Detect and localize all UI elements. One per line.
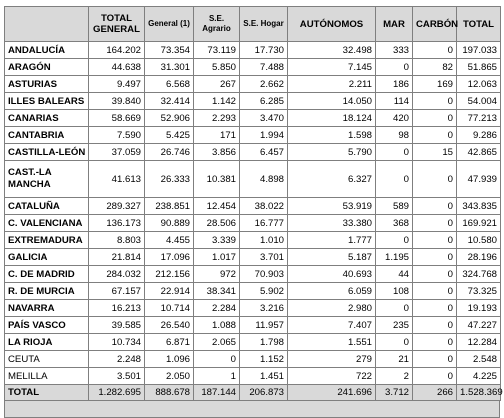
value-cell: 3.501 — [89, 368, 145, 385]
table-row — [5, 59, 501, 76]
value-cell: 1.142 — [194, 93, 240, 110]
value-cell: 333 — [376, 42, 413, 59]
value-cell: 0 — [413, 368, 457, 385]
value-cell: 58.669 — [89, 110, 145, 127]
table-row — [5, 283, 501, 300]
total-cell: 206.873 — [240, 385, 288, 401]
header-se-hogar: S.E. Hogar — [240, 7, 288, 42]
value-cell: 6.059 — [288, 283, 376, 300]
header-carbon: CARBÓN — [413, 7, 457, 42]
table-body — [5, 42, 501, 385]
value-cell: 21 — [376, 351, 413, 368]
value-cell: 40.693 — [288, 266, 376, 283]
value-cell: 5.790 — [288, 144, 376, 161]
value-cell: 67.157 — [89, 283, 145, 300]
region-name: NAVARRA — [5, 300, 89, 317]
value-cell: 12.063 — [457, 76, 501, 93]
value-cell: 12.454 — [194, 198, 240, 215]
value-cell: 38.022 — [240, 198, 288, 215]
value-cell: 1.598 — [288, 127, 376, 144]
table-row — [5, 317, 501, 334]
value-cell: 169.921 — [457, 215, 501, 232]
table-footer-band — [4, 401, 500, 418]
value-cell: 6.871 — [145, 334, 194, 351]
value-cell: 2 — [376, 368, 413, 385]
value-cell: 0 — [413, 198, 457, 215]
value-cell: 33.380 — [288, 215, 376, 232]
table-row — [5, 266, 501, 283]
value-cell: 8.803 — [89, 232, 145, 249]
value-cell: 5.187 — [288, 249, 376, 266]
total-cell: 187.144 — [194, 385, 240, 401]
value-cell: 1.088 — [194, 317, 240, 334]
total-cell: 1.528.369 — [457, 385, 501, 401]
value-cell: 5.902 — [240, 283, 288, 300]
value-cell: 722 — [288, 368, 376, 385]
value-cell: 0 — [413, 161, 457, 198]
value-cell: 16.777 — [240, 215, 288, 232]
value-cell: 169 — [413, 76, 457, 93]
value-cell: 39.840 — [89, 93, 145, 110]
value-cell: 279 — [288, 351, 376, 368]
header-mar: MAR — [376, 7, 413, 42]
value-cell: 0 — [413, 215, 457, 232]
header-general: General (1) — [145, 7, 194, 42]
value-cell: 5.850 — [194, 59, 240, 76]
table-row — [5, 249, 501, 266]
region-name: CEUTA — [5, 351, 89, 368]
value-cell: 7.407 — [288, 317, 376, 334]
value-cell: 136.173 — [89, 215, 145, 232]
value-cell: 47.939 — [457, 161, 501, 198]
regional-affiliation-table — [4, 6, 501, 401]
value-cell: 0 — [413, 300, 457, 317]
region-name: CATALUÑA — [5, 198, 89, 215]
value-cell: 37.059 — [89, 144, 145, 161]
value-cell: 6.568 — [145, 76, 194, 93]
value-cell: 238.851 — [145, 198, 194, 215]
value-cell: 73.119 — [194, 42, 240, 59]
value-cell: 26.333 — [145, 161, 194, 198]
value-cell: 10.580 — [457, 232, 501, 249]
value-cell: 0 — [413, 283, 457, 300]
table-row — [5, 144, 501, 161]
region-name: ILLES BALEARS — [5, 93, 89, 110]
value-cell: 2.662 — [240, 76, 288, 93]
region-name: CAST.-LA MANCHA — [5, 161, 89, 198]
total-cell: 241.696 — [288, 385, 376, 401]
value-cell: 7.145 — [288, 59, 376, 76]
value-cell: 0 — [194, 351, 240, 368]
value-cell: 108 — [376, 283, 413, 300]
value-cell: 52.906 — [145, 110, 194, 127]
value-cell: 197.033 — [457, 42, 501, 59]
value-cell: 2.548 — [457, 351, 501, 368]
value-cell: 77.213 — [457, 110, 501, 127]
value-cell: 11.957 — [240, 317, 288, 334]
value-cell: 10.734 — [89, 334, 145, 351]
header-region — [5, 7, 89, 42]
value-cell: 15 — [413, 144, 457, 161]
value-cell: 9.286 — [457, 127, 501, 144]
value-cell: 28.196 — [457, 249, 501, 266]
value-cell: 1 — [194, 368, 240, 385]
table-row — [5, 334, 501, 351]
value-cell: 3.470 — [240, 110, 288, 127]
value-cell: 28.506 — [194, 215, 240, 232]
value-cell: 0 — [413, 93, 457, 110]
value-cell: 267 — [194, 76, 240, 93]
table-row — [5, 368, 501, 385]
total-cell: 1.282.695 — [89, 385, 145, 401]
table-row — [5, 215, 501, 232]
value-cell: 47.227 — [457, 317, 501, 334]
total-cell: 3.712 — [376, 385, 413, 401]
value-cell: 18.124 — [288, 110, 376, 127]
value-cell: 0 — [413, 266, 457, 283]
value-cell: 0 — [413, 351, 457, 368]
value-cell: 2.050 — [145, 368, 194, 385]
value-cell: 164.202 — [89, 42, 145, 59]
value-cell: 0 — [376, 300, 413, 317]
value-cell: 5.425 — [145, 127, 194, 144]
value-cell: 54.004 — [457, 93, 501, 110]
value-cell: 114 — [376, 93, 413, 110]
value-cell: 284.032 — [89, 266, 145, 283]
table-row — [5, 351, 501, 368]
value-cell: 0 — [376, 232, 413, 249]
value-cell: 0 — [413, 127, 457, 144]
value-cell: 90.889 — [145, 215, 194, 232]
value-cell: 10.381 — [194, 161, 240, 198]
region-name: R. DE MURCIA — [5, 283, 89, 300]
value-cell: 171 — [194, 127, 240, 144]
value-cell: 2.980 — [288, 300, 376, 317]
value-cell: 2.284 — [194, 300, 240, 317]
value-cell: 53.919 — [288, 198, 376, 215]
value-cell: 1.017 — [194, 249, 240, 266]
value-cell: 4.455 — [145, 232, 194, 249]
value-cell: 70.903 — [240, 266, 288, 283]
value-cell: 44 — [376, 266, 413, 283]
value-cell: 289.327 — [89, 198, 145, 215]
table-row — [5, 76, 501, 93]
table-row — [5, 110, 501, 127]
value-cell: 2.211 — [288, 76, 376, 93]
total-cell: 266 — [413, 385, 457, 401]
value-cell: 51.865 — [457, 59, 501, 76]
value-cell: 39.585 — [89, 317, 145, 334]
value-cell: 4.225 — [457, 368, 501, 385]
value-cell: 19.193 — [457, 300, 501, 317]
value-cell: 4.898 — [240, 161, 288, 198]
value-cell: 82 — [413, 59, 457, 76]
value-cell: 16.213 — [89, 300, 145, 317]
regional-table-container — [4, 6, 503, 401]
table-row — [5, 300, 501, 317]
value-cell: 6.327 — [288, 161, 376, 198]
value-cell: 42.865 — [457, 144, 501, 161]
value-cell: 0 — [413, 249, 457, 266]
value-cell: 186 — [376, 76, 413, 93]
region-name: LA RIOJA — [5, 334, 89, 351]
value-cell: 324.768 — [457, 266, 501, 283]
value-cell: 44.638 — [89, 59, 145, 76]
value-cell: 3.216 — [240, 300, 288, 317]
value-cell: 0 — [413, 334, 457, 351]
total-row-label: TOTAL — [5, 385, 89, 401]
header-se-agrario: S.E. Agrario — [194, 7, 240, 42]
value-cell: 17.096 — [145, 249, 194, 266]
value-cell: 1.096 — [145, 351, 194, 368]
value-cell: 6.457 — [240, 144, 288, 161]
value-cell: 2.065 — [194, 334, 240, 351]
value-cell: 0 — [413, 42, 457, 59]
value-cell: 31.301 — [145, 59, 194, 76]
value-cell: 1.798 — [240, 334, 288, 351]
table-row — [5, 198, 501, 215]
value-cell: 2.248 — [89, 351, 145, 368]
region-name: C. VALENCIANA — [5, 215, 89, 232]
region-name: EXTREMADURA — [5, 232, 89, 249]
region-name: C. DE MADRID — [5, 266, 89, 283]
value-cell: 38.341 — [194, 283, 240, 300]
value-cell: 73.325 — [457, 283, 501, 300]
value-cell: 73.354 — [145, 42, 194, 59]
value-cell: 1.195 — [376, 249, 413, 266]
value-cell: 0 — [376, 334, 413, 351]
value-cell: 212.156 — [145, 266, 194, 283]
value-cell: 1.451 — [240, 368, 288, 385]
value-cell: 21.814 — [89, 249, 145, 266]
value-cell: 7.488 — [240, 59, 288, 76]
region-name: MELILLA — [5, 368, 89, 385]
value-cell: 3.701 — [240, 249, 288, 266]
value-cell: 26.540 — [145, 317, 194, 334]
value-cell: 9.497 — [89, 76, 145, 93]
region-name: CANARIAS — [5, 110, 89, 127]
region-name: ARAGÓN — [5, 59, 89, 76]
value-cell: 235 — [376, 317, 413, 334]
value-cell: 3.856 — [194, 144, 240, 161]
value-cell: 1.010 — [240, 232, 288, 249]
table-row — [5, 232, 501, 249]
value-cell: 10.714 — [145, 300, 194, 317]
total-cell: 888.678 — [145, 385, 194, 401]
value-cell: 7.590 — [89, 127, 145, 144]
value-cell: 1.777 — [288, 232, 376, 249]
table-row — [5, 42, 501, 59]
header-total: TOTAL — [457, 7, 501, 42]
table-row — [5, 127, 501, 144]
region-name: ANDALUCÍA — [5, 42, 89, 59]
value-cell: 343.835 — [457, 198, 501, 215]
table-row — [5, 93, 501, 110]
value-cell: 32.414 — [145, 93, 194, 110]
value-cell: 1.152 — [240, 351, 288, 368]
region-name: CASTILLA-LEÓN — [5, 144, 89, 161]
header-row — [5, 7, 501, 42]
value-cell: 0 — [413, 110, 457, 127]
value-cell: 41.613 — [89, 161, 145, 198]
value-cell: 0 — [376, 161, 413, 198]
value-cell: 22.914 — [145, 283, 194, 300]
value-cell: 1.551 — [288, 334, 376, 351]
value-cell: 368 — [376, 215, 413, 232]
value-cell: 0 — [413, 232, 457, 249]
value-cell: 589 — [376, 198, 413, 215]
value-cell: 2.293 — [194, 110, 240, 127]
total-row — [5, 385, 501, 401]
value-cell: 972 — [194, 266, 240, 283]
value-cell: 420 — [376, 110, 413, 127]
value-cell: 3.339 — [194, 232, 240, 249]
value-cell: 26.746 — [145, 144, 194, 161]
value-cell: 12.284 — [457, 334, 501, 351]
header-autonomos: AUTÓNOMOS — [288, 7, 376, 42]
value-cell: 6.285 — [240, 93, 288, 110]
region-name: CANTABRIA — [5, 127, 89, 144]
value-cell: 0 — [413, 317, 457, 334]
region-name: ASTURIAS — [5, 76, 89, 93]
value-cell: 0 — [376, 59, 413, 76]
value-cell: 1.994 — [240, 127, 288, 144]
region-name: PAÍS VASCO — [5, 317, 89, 334]
table-row — [5, 161, 501, 198]
value-cell: 0 — [376, 144, 413, 161]
value-cell: 98 — [376, 127, 413, 144]
header-total-general: TOTAL GENERAL — [89, 7, 145, 42]
value-cell: 17.730 — [240, 42, 288, 59]
value-cell: 32.498 — [288, 42, 376, 59]
region-name: GALICIA — [5, 249, 89, 266]
value-cell: 14.050 — [288, 93, 376, 110]
